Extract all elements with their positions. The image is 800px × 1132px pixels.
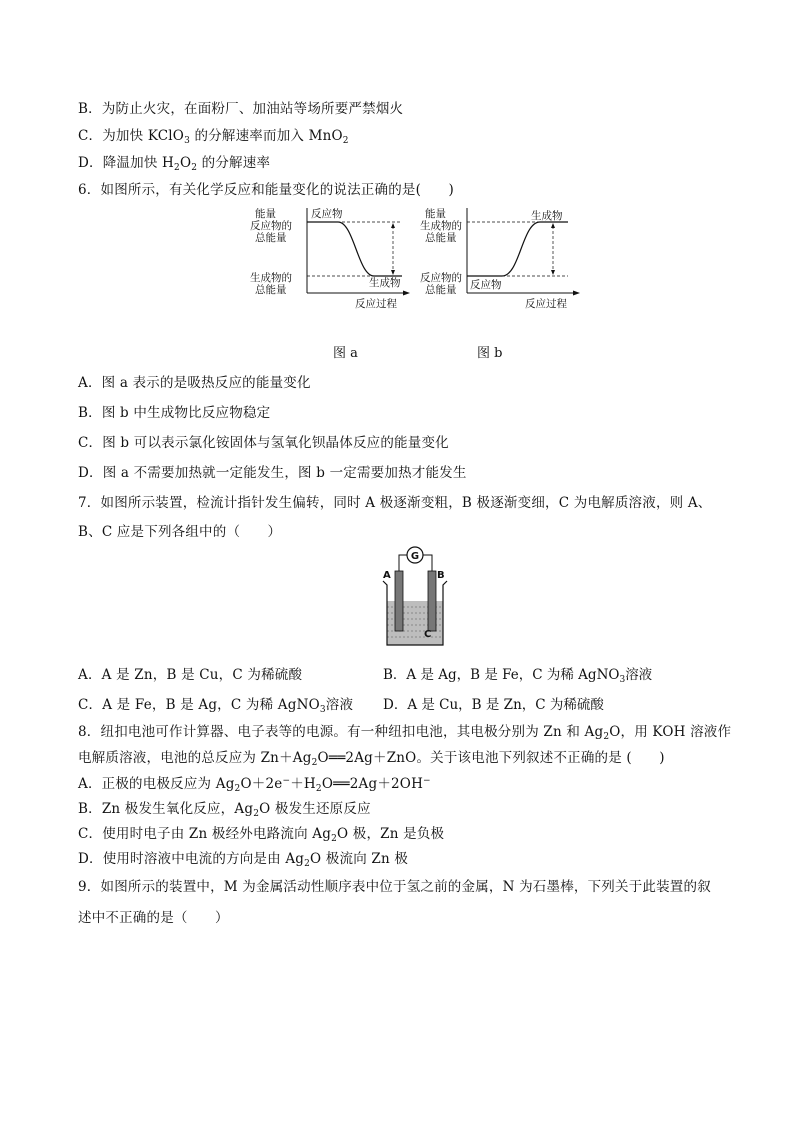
q5-option-d: D．降温加快 $H_2O_2$ 的分解速率 xyxy=(78,155,271,173)
energy-diagram-b xyxy=(420,204,580,314)
q6-option-d: D．图 a 不需要加热就一定能发生，图 b 一定需要加热才能发生 xyxy=(78,465,467,481)
fig-b-xlabel: 反应过程 xyxy=(525,298,567,310)
q6-option-c: C．图 b 可以表示氯化铵固体与氢氧化钡晶体反应的能量变化 xyxy=(78,435,449,451)
q6-option-a: A．图 a 表示的是吸热反应的能量变化 xyxy=(78,375,311,391)
q6-option-b: B．图 b 中生成物比反应物稳定 xyxy=(78,405,271,421)
fig-b-product-energy-2: 总能量 xyxy=(425,232,457,244)
fig-b-reactant-energy-1: 反应物的 xyxy=(420,272,462,284)
fig-b-product-energy-1: 生成物的 xyxy=(420,220,462,232)
energy-diagram-a xyxy=(250,204,410,314)
q8-stem-line2: 电解质溶液，电池的总反应为 $Zn+Ag_2O══2Ag+ZnO$。关于该电池下列叙述不正确的是 ( ) xyxy=(78,750,665,768)
q7-stem-line2: B、C 应是下列各组中的（ ） xyxy=(78,524,282,540)
electrode-a-label: A xyxy=(383,570,391,581)
galvanometer-label: G xyxy=(410,551,420,562)
q5-option-b: B．为防止火灾，在面粉厂、加油站等场所要严禁烟火 xyxy=(78,101,404,117)
q7-option-a: A．A 是 Zn，B 是 Cu，C 为稀硫酸 xyxy=(78,667,303,683)
fig-a-reactant-energy-2: 总能量 xyxy=(255,232,287,244)
fig-a-product-energy-2: 总能量 xyxy=(255,284,287,296)
fig-a-product-label: 生成物 xyxy=(369,277,401,289)
q7-option-d: D．A 是 Cu，B 是 Zn，C 为稀硫酸 xyxy=(383,697,604,713)
electrode-b xyxy=(428,571,436,631)
electrode-a xyxy=(395,571,403,631)
q8-stem-line1: 8．纽扣电池可作计算器、电子表等的电源。有一种纽扣电池，其电极分别为 Zn 和 $Ag_2O$，用 KOH 溶液作 xyxy=(78,724,732,742)
fig-a-caption: 图 a xyxy=(333,346,358,361)
q8-option-b: B．Zn 极发生氧化反应，$Ag_2O$ 极发生还原反应 xyxy=(78,801,371,819)
q7-option-b: B．A 是 Ag，B 是 Fe，C 为稀 AgNO$_3$溶液 xyxy=(383,667,653,685)
q5-option-c: C．为加快 KClO$_3$ 的分解速率而加入 MnO$_2$ xyxy=(78,128,349,146)
q8-option-a: A．正极的电极反应为 $Ag_2O+2e^-+H_2O══2Ag+2OH^-$ xyxy=(78,776,431,794)
q8-option-d: D．使用时溶液中电流的方向是由 $Ag_2O$ 极流向 Zn 极 xyxy=(78,851,409,869)
fig-a-reactant-label: 反应物 xyxy=(311,208,343,220)
galvanic-cell-diagram xyxy=(375,543,455,651)
fig-b-reactant-energy-2: 总能量 xyxy=(425,284,457,296)
fig-b-product-label: 生成物 xyxy=(531,210,563,222)
q7-option-c: C．A 是 Fe，B 是 Ag，C 为稀 AgNO$_3$溶液 xyxy=(78,697,354,715)
fig-a-reactant-energy-1: 反应物的 xyxy=(250,220,292,232)
fig-b-caption: 图 b xyxy=(477,346,503,361)
q8-option-c: C．使用时电子由 Zn 极经外电路流向 $Ag_2O$ 极，Zn 是负极 xyxy=(78,826,445,844)
q6-stem: 6．如图所示，有关化学反应和能量变化的说法正确的是( ) xyxy=(78,182,454,198)
fig-a-ylabel: 能量 xyxy=(255,208,276,220)
solution-label: C xyxy=(424,629,432,640)
fig-a-product-energy-1: 生成物的 xyxy=(250,272,292,284)
q9-stem-line1: 9．如图所示的装置中，M 为金属活动性顺序表中位于氢之前的金属，N 为石墨棒，下列关于此装置的叙 xyxy=(78,879,711,895)
q7-stem-line1: 7．如图所示装置，检流计指针发生偏转，同时 A 极逐渐变粗，B 极逐渐变细，C 为电解质溶液，则 A、 xyxy=(78,495,712,511)
electrode-b-label: B xyxy=(437,570,445,581)
q9-stem-line2: 述中不正确的是（ ） xyxy=(78,910,229,926)
fig-b-ylabel: 能量 xyxy=(425,208,446,220)
fig-b-reactant-label: 反应物 xyxy=(470,279,502,291)
fig-a-xlabel: 反应过程 xyxy=(355,298,397,310)
